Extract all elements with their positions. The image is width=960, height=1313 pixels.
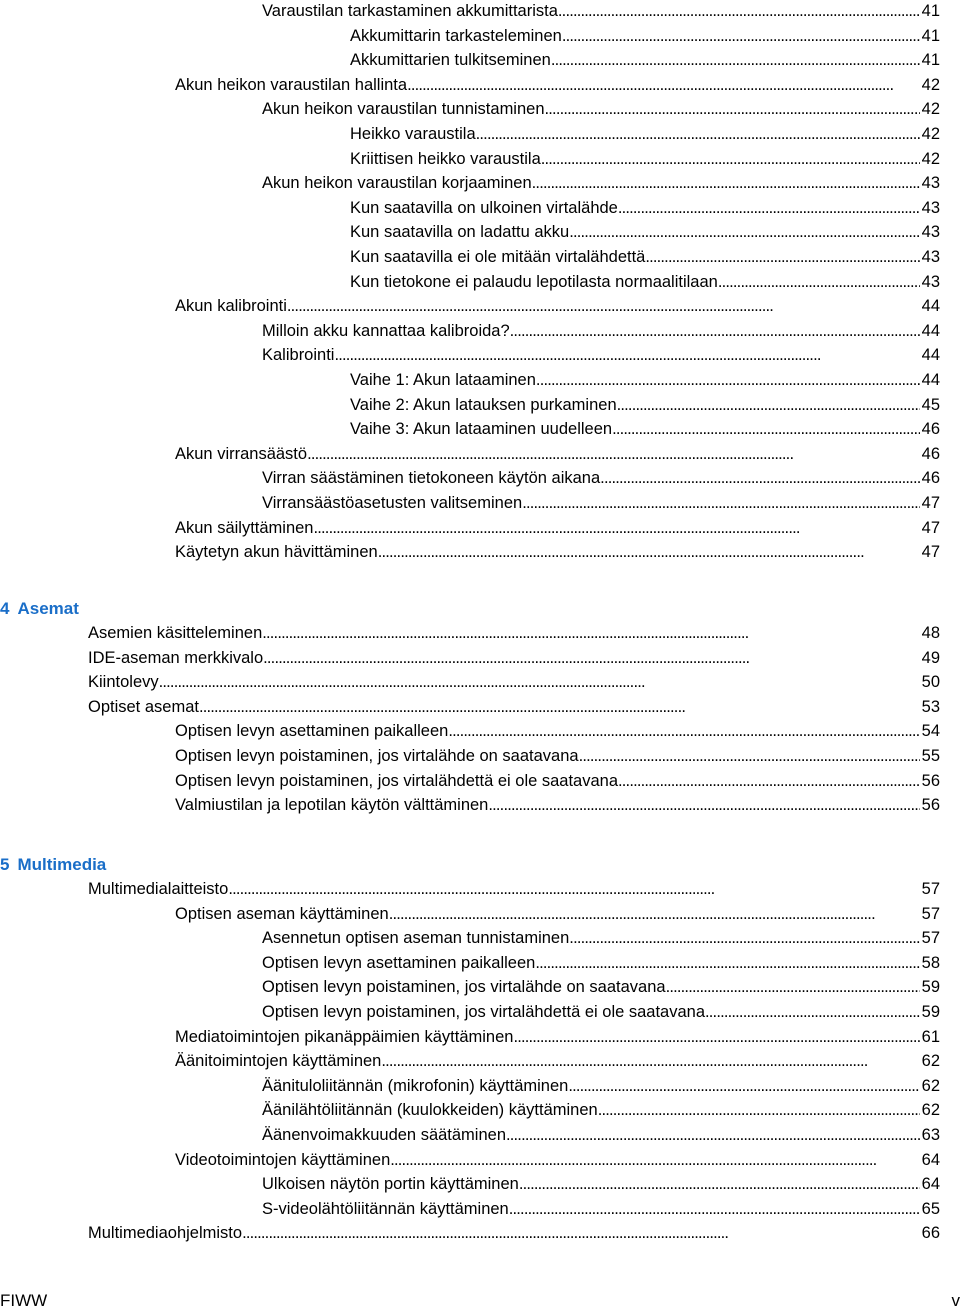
toc-entry-title: Mediatoimintojen pikanäppäimien käyttäminen [175,1025,513,1049]
toc-entry-title: Käytetyn akun hävittäminen [175,540,378,564]
toc-entry-page-number: 54 [922,719,940,743]
toc-entry-title: Akkumittarien tulkitseminen [350,48,551,72]
toc-entry-page-number: 47 [922,491,940,515]
toc-entry[interactable] [350,270,940,294]
chapter-number: 5 [0,855,9,874]
toc-entry-title: Kun saatavilla on ulkoinen virtalähde [350,196,618,220]
toc-entry[interactable] [88,695,940,719]
toc-entry[interactable] [175,442,940,466]
toc-entry-page-number: 59 [922,1000,940,1024]
toc-entry-title: Äänenvoimakkuuden säätäminen [262,1123,506,1147]
dot-leader [569,926,919,950]
toc-entry[interactable] [175,73,940,97]
toc-entry-title: Kun tietokone ei palaudu lepotilasta normaalitilaan [350,270,718,294]
toc-entry-page-number: 50 [922,670,940,694]
toc-entry-title: Akun heikon varaustilan tunnistaminen [262,97,545,121]
toc-entry-page-number: 57 [922,926,940,950]
toc-entry[interactable] [262,975,940,999]
toc-entry[interactable] [88,877,940,901]
toc-entry-title: Virran säästäminen tietokoneen käytön aikana [262,466,600,490]
dot-leader [536,368,920,392]
dot-leader [551,48,920,72]
toc-entry[interactable] [350,368,940,392]
toc-entry[interactable] [175,1148,940,1172]
toc-entry[interactable] [350,122,940,146]
toc-entry-title: Akun heikon varaustilan hallinta [175,73,407,97]
toc-entry-title: Optisen levyn asettaminen paikalleen [262,951,535,975]
toc-entry-title: Äänitoimintojen käyttäminen [175,1049,381,1073]
toc-entry-page-number: 56 [922,769,940,793]
toc-entry[interactable] [350,393,940,417]
dot-leader [617,393,920,417]
toc-entry[interactable] [350,196,940,220]
toc-entry-page-number: 46 [922,417,940,441]
toc-entry[interactable] [262,97,940,121]
toc-entry-title: Vaihe 2: Akun latauksen purkaminen [350,393,617,417]
dot-leader [519,1172,920,1196]
toc-entry-page-number: 57 [922,902,940,926]
dot-leader [263,646,920,670]
toc-entry-title: Optisen aseman käyttäminen [175,902,389,926]
dot-leader [562,24,920,48]
toc-entry-title: Optisen levyn poistaminen, jos virtalähde on saatavana [175,744,579,768]
toc-entry[interactable] [175,516,940,540]
toc-entry-page-number: 62 [922,1049,940,1073]
toc-entry-title: Kriittisen heikko varaustila [350,147,541,171]
dot-leader [381,1049,919,1073]
dot-leader [618,196,920,220]
toc-entry[interactable] [88,670,940,694]
toc-entry-page-number: 48 [922,621,940,645]
toc-entry-page-number: 44 [922,343,940,367]
toc-entry-title: Akun kalibrointi [175,294,287,318]
toc-entry-page-number: 46 [922,466,940,490]
dot-leader [666,975,920,999]
toc-entry-page-number: 42 [922,97,940,121]
toc-entry-page-number: 63 [922,1123,940,1147]
dot-leader [159,670,920,694]
dot-leader [612,417,920,441]
toc-entry-page-number: 64 [922,1148,940,1172]
toc-entry[interactable] [262,1172,940,1196]
toc-entry[interactable] [175,1025,940,1049]
dot-leader [705,1000,920,1024]
toc-entry-title: Kalibrointi [262,343,334,367]
toc-entry-title: Optisen levyn poistaminen, jos virtalähdettä ei ole saatavana [175,769,618,793]
toc-entry-page-number: 66 [922,1221,940,1245]
toc-entry-title: Multimedialaitteisto [88,877,228,901]
toc-entry-title: Vaihe 3: Akun lataaminen uudelleen [350,417,612,441]
dot-leader [314,516,920,540]
toc-entry-page-number: 42 [922,73,940,97]
toc-entry-page-number: 56 [922,793,940,817]
toc-entry[interactable] [175,1049,940,1073]
footer-document-code: FIWW [0,1289,47,1313]
toc-entry[interactable] [262,1197,940,1221]
toc-entry[interactable] [262,1098,940,1122]
toc-entry-title: S-videolähtöliitännän käyttäminen [262,1197,509,1221]
toc-entry-page-number: 42 [922,122,940,146]
toc-entry-page-number: 44 [922,319,940,343]
toc-entry-page-number: 59 [922,975,940,999]
toc-entry-title: Asemien käsitteleminen [88,621,262,645]
toc-entry-page-number: 43 [922,196,940,220]
dot-leader [228,877,919,901]
dot-leader [199,695,920,719]
toc-entry[interactable] [350,245,940,269]
toc-entry-title: Optisen levyn poistaminen, jos virtalähde on saatavana [262,975,666,999]
toc-entry-title: Akun virransäästö [175,442,307,466]
toc-entry[interactable] [262,491,940,515]
toc-entry[interactable] [175,793,940,817]
dot-leader [618,769,920,793]
toc-entry-page-number: 57 [922,877,940,901]
toc-entry-title: Äänituloliitännän (mikrofonin) käyttäminen [262,1074,568,1098]
toc-entry[interactable] [350,220,940,244]
toc-entry[interactable] [88,1221,940,1245]
dot-leader [645,245,919,269]
dot-leader [378,540,920,564]
toc-entry-page-number: 44 [922,294,940,318]
dot-leader [600,466,919,490]
toc-entry-title: Virransäästöasetusten valitseminen [262,491,522,515]
toc-entry[interactable] [262,171,940,195]
chapter-number: 4 [0,599,9,618]
toc-entry[interactable] [88,646,940,670]
toc-entry-title: Kun saatavilla ei ole mitään virtalähdettä [350,245,645,269]
toc-entry-page-number: 65 [922,1197,940,1221]
toc-entry[interactable] [262,343,940,367]
dot-leader [307,442,920,466]
dot-leader [541,147,920,171]
toc-entry-page-number: 42 [922,147,940,171]
dot-leader [287,294,920,318]
dot-leader [568,1074,919,1098]
dot-leader [448,719,919,743]
dot-leader [488,793,919,817]
toc-entry[interactable] [262,0,940,23]
toc-entry-page-number: 61 [922,1025,940,1049]
toc-entry-page-number: 64 [922,1172,940,1196]
toc-entry-page-number: 41 [922,48,940,72]
toc-entry[interactable] [175,294,940,318]
dot-leader [558,0,920,23]
toc-entry-title: Äänilähtöliitännän (kuulokkeiden) käyttäminen [262,1098,598,1122]
dot-leader [510,319,920,343]
dot-leader [476,122,920,146]
toc-entry[interactable] [262,319,940,343]
dot-leader [242,1221,920,1245]
toc-entry[interactable] [350,48,940,72]
toc-entry-title: Varaustilan tarkastaminen akkumittarista [262,0,558,23]
footer-page-number: v [952,1289,960,1313]
chapter-4-heading[interactable] [0,597,79,621]
dot-leader [545,97,920,121]
toc-entry[interactable] [350,417,940,441]
toc-entry[interactable] [262,951,940,975]
toc-entry-title: Heikko varaustila [350,122,476,146]
dot-leader [334,343,919,367]
toc-entry[interactable] [262,1000,940,1024]
toc-entry-title: Milloin akku kannattaa kalibroida? [262,319,510,343]
toc-entry[interactable] [175,769,940,793]
toc-entry-title: Videotoimintojen käyttäminen [175,1148,390,1172]
toc-entry-title: Ulkoisen näytön portin käyttäminen [262,1172,519,1196]
chapter-title: Multimedia [17,855,106,874]
toc-entry-title: Optisen levyn poistaminen, jos virtalähdettä ei ole saatavana [262,1000,705,1024]
toc-entry-page-number: 55 [922,744,940,768]
toc-entry-title: Valmiustilan ja lepotilan käytön välttäminen [175,793,488,817]
toc-entry[interactable] [175,540,940,564]
toc-entry-title: Akkumittarin tarkasteleminen [350,24,562,48]
toc-entry[interactable] [262,1123,940,1147]
toc-entry-page-number: 47 [922,540,940,564]
dot-leader [262,621,919,645]
chapter-5-heading[interactable] [0,853,106,877]
toc-entry[interactable] [350,147,940,171]
toc-entry[interactable] [262,466,940,490]
toc-entry[interactable] [88,621,940,645]
toc-entry[interactable] [262,1074,940,1098]
toc-entry[interactable] [175,744,940,768]
toc-entry[interactable] [350,24,940,48]
dot-leader [598,1098,920,1122]
dot-leader [506,1123,920,1147]
dot-leader [390,1148,919,1172]
toc-entry-title: Multimediaohjelmisto [88,1221,242,1245]
toc-entry-page-number: 44 [922,368,940,392]
dot-leader [532,171,920,195]
dot-leader [522,491,919,515]
toc-entry-page-number: 53 [922,695,940,719]
toc-entry-page-number: 62 [922,1098,940,1122]
dot-leader [407,73,920,97]
toc-entry-page-number: 43 [922,270,940,294]
toc-entry-title: Kun saatavilla on ladattu akku [350,220,569,244]
dot-leader [509,1197,920,1221]
toc-entry-page-number: 58 [922,951,940,975]
toc-entry[interactable] [175,719,940,743]
toc-entry-page-number: 41 [922,0,940,23]
toc-entry-title: Optisen levyn asettaminen paikalleen [175,719,448,743]
dot-leader [535,951,919,975]
toc-entry-page-number: 49 [922,646,940,670]
toc-entry-page-number: 43 [922,220,940,244]
toc-entry-page-number: 46 [922,442,940,466]
toc-entry-title: Kiintolevy [88,670,159,694]
dot-leader [579,744,920,768]
toc-entry-title: Vaihe 1: Akun lataaminen [350,368,536,392]
toc-entry-page-number: 43 [922,171,940,195]
dot-leader [513,1025,919,1049]
toc-entry-title: Akun heikon varaustilan korjaaminen [262,171,532,195]
toc-entry-page-number: 47 [922,516,940,540]
dot-leader [389,902,920,926]
chapter-title: Asemat [17,599,78,618]
toc-entry-title: IDE-aseman merkkivalo [88,646,263,670]
toc-entry-title: Optiset asemat [88,695,199,719]
toc-entry-title: Akun säilyttäminen [175,516,314,540]
toc-entry[interactable] [262,926,940,950]
toc-entry-title: Asennetun optisen aseman tunnistaminen [262,926,569,950]
dot-leader [569,220,919,244]
toc-entry[interactable] [175,902,940,926]
toc-entry-page-number: 62 [922,1074,940,1098]
toc-entry-page-number: 43 [922,245,940,269]
toc-entry-page-number: 41 [922,24,940,48]
toc-entry-page-number: 45 [922,393,940,417]
dot-leader [718,270,920,294]
